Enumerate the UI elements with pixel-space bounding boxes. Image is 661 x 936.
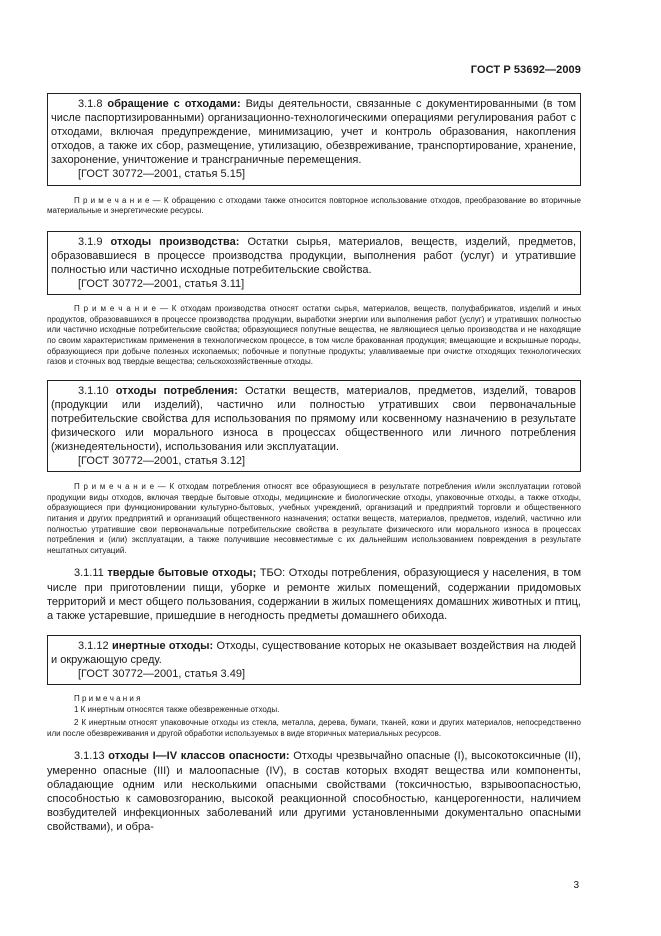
term-number: 3.1.8 — [78, 98, 103, 110]
note-3-1-9 — [47, 304, 581, 368]
term-number: 3.1.12 — [78, 639, 109, 652]
definition-box-3-1-9 — [47, 231, 581, 295]
term-name: отходы производства: — [110, 235, 240, 248]
page-number: 3 — [573, 880, 579, 891]
term-number: 3.1.11 — [74, 567, 104, 580]
source-reference: [ГОСТ 30772—2001, статья 3.49] — [78, 667, 246, 680]
note-text: К обращению с отходами также относится повторное использование отходов, преобразование во вторичные материальные и энергетические ресурсы. — [47, 195, 581, 216]
term-name: обращение с отходами: — [107, 98, 241, 110]
page-content — [47, 93, 581, 834]
term-definition: Остатки веществ, материалов, предметов, изделий, товаров (продукции или изделий), частично или полностью утративших свои первоначальные потребительские свойства для использования по прямому или косвенному назначению в результате физического или морального износа в процессах общественного или личного потребления (жизнедеятельности), использования или эксплуатации. — [51, 384, 576, 454]
term-number: 3.1.10 — [78, 384, 109, 397]
note-label: П р и м е ч а н и е — — [74, 195, 161, 205]
term-definition: Отходы, существование которых не оказывает воздействия на людей и окружающую среду. — [51, 639, 576, 666]
definition-3-1-9 — [51, 235, 576, 277]
note-item-1: 1 К инертным относятся также обезвреженные отходы. — [74, 704, 280, 714]
note-3-1-10 — [47, 482, 581, 556]
notes-3-1-12 — [47, 694, 581, 739]
term-definition: Виды деятельности, связанные с документированными (в том числе паспортизированными) организационно-технологическими операциями регулирования работ с отходами, включая предупреждение, минимизацию, учет и контроль образования, накопления отходов, а также их сбор, размещение, утилизацию, обезвреживание, транспортирование, хранение, захоронение, уничтожение и трансграничные перемещения. — [51, 98, 577, 167]
source-reference: [ГОСТ 30772—2001, статья 5.15] — [78, 168, 246, 181]
term-definition: Отходы чрезвычайно опасные (I), высокотоксичные (II), умеренно опасные (III) и малоопасные (IV), в состав которых входят вещества или компоненты, обладающие одним или несколькими опасными свойствами (токсичностью, взрывоопасностью, способностью к самовозгоранию, высокой реакционной способностью, канцерогенности, наличием возбудителей инфекционных заболеваний или другими установленными документально опасными свойствами), и обра- — [47, 750, 582, 833]
definition-3-1-13 — [47, 749, 581, 834]
term-number: 3.1.9 — [78, 235, 103, 248]
definition-box-3-1-12 — [47, 635, 581, 685]
note-label: П р и м е ч а н и е — — [74, 482, 166, 492]
term-name: отходы потребления: — [115, 384, 238, 397]
definition-3-1-8 — [51, 97, 576, 167]
notes-title: П р и м е ч а н и я — [74, 694, 141, 704]
term-name: твердые бытовые отходы; — [107, 567, 257, 580]
note-3-1-8 — [47, 196, 581, 217]
term-number: 3.1.13 — [74, 750, 105, 763]
term-definition: Остатки сырья, материалов, веществ, изделий, предметов, образовавшиеся в процессе производства продукции, выполнения работ (услуг) и утратившие полностью или частично исходные потребительские свойства. — [51, 235, 577, 276]
document-id: ГОСТ Р 53692—2009 — [470, 64, 581, 76]
source-reference: [ГОСТ 30772—2001, статья 3.11] — [78, 278, 245, 291]
definition-3-1-11 — [47, 566, 581, 622]
definition-3-1-10 — [51, 384, 576, 454]
source-reference: [ГОСТ 30772—2001, статья 3.12] — [78, 455, 246, 468]
term-name: инертные отходы: — [111, 639, 214, 652]
definition-3-1-12 — [51, 639, 576, 667]
note-text: К отходам производства относят остатки сырья, материалов, веществ, полуфабрикатов, изделий и иных продуктов, образовавшихся в процессе производства продукции, выработки энергии или выполнения работ (услуг) и утративших полностью или частично исходные потребительские свойства; образующиеся попутные вещества, не являющиеся целью производства и не находящие по своим характеристикам применения в технологическом процессе, в том числе бракованная продукция; вмещающие и вскрышные породы, образующиеся при добыче полезных ископаемых; побочные и попутные продукты; улавливаемые при очистке отходящих технологических газов и сточных вод твердые вещества; сельскохозяйственные отходы. — [47, 304, 581, 367]
note-label: П р и м е ч а н и е — — [74, 304, 168, 314]
term-name: отходы I—IV классов опасности: — [108, 750, 290, 763]
definition-box-3-1-10 — [47, 380, 581, 473]
note-item-2: 2 К инертным относят упаковочные отходы из стекла, металла, дерева, бумаги, тканей, кожи и других материалов, непосредственно или после обезвреживания и другой обработки используемых в виде вторичных материальных ресурсов. — [47, 718, 581, 738]
term-definition: ТБО: Отходы потребления, образующиеся у населения, в том числе при приготовлении пищи, уборке и ремонте жилых помещений, содержании придомовых территорий и мест общего пользования, содержании в жилых помещениях домашних животных и птиц, а также устаревшие, пришедшие в негодность предметы домашнего обихода. — [47, 567, 582, 622]
definition-box-3-1-8 — [47, 93, 581, 186]
note-text: К отходам потребления относят все образующиеся в результате потребления и/или эксплуатации готовой продукции виды отходов, включая твердые бытовые отходы, медицинские и биологические отходы, упаковочные отходы, а также отходы, образующиеся при функционировании культурно-бытовых, учебных учреждений, организаций и предприятий торговли и общественного питания и других предприятий и организаций общественного назначения; остатки веществ, материалов, предметов, изделий, частично или полностью утратившие свои первоначальные потребительские свойства в результате физического или морального износа в процессах потребления и (или) эксплуатации, а также получившие несовместимые с их дальнейшим использованием повреждения в результате нештатных ситуаций. — [47, 482, 581, 555]
